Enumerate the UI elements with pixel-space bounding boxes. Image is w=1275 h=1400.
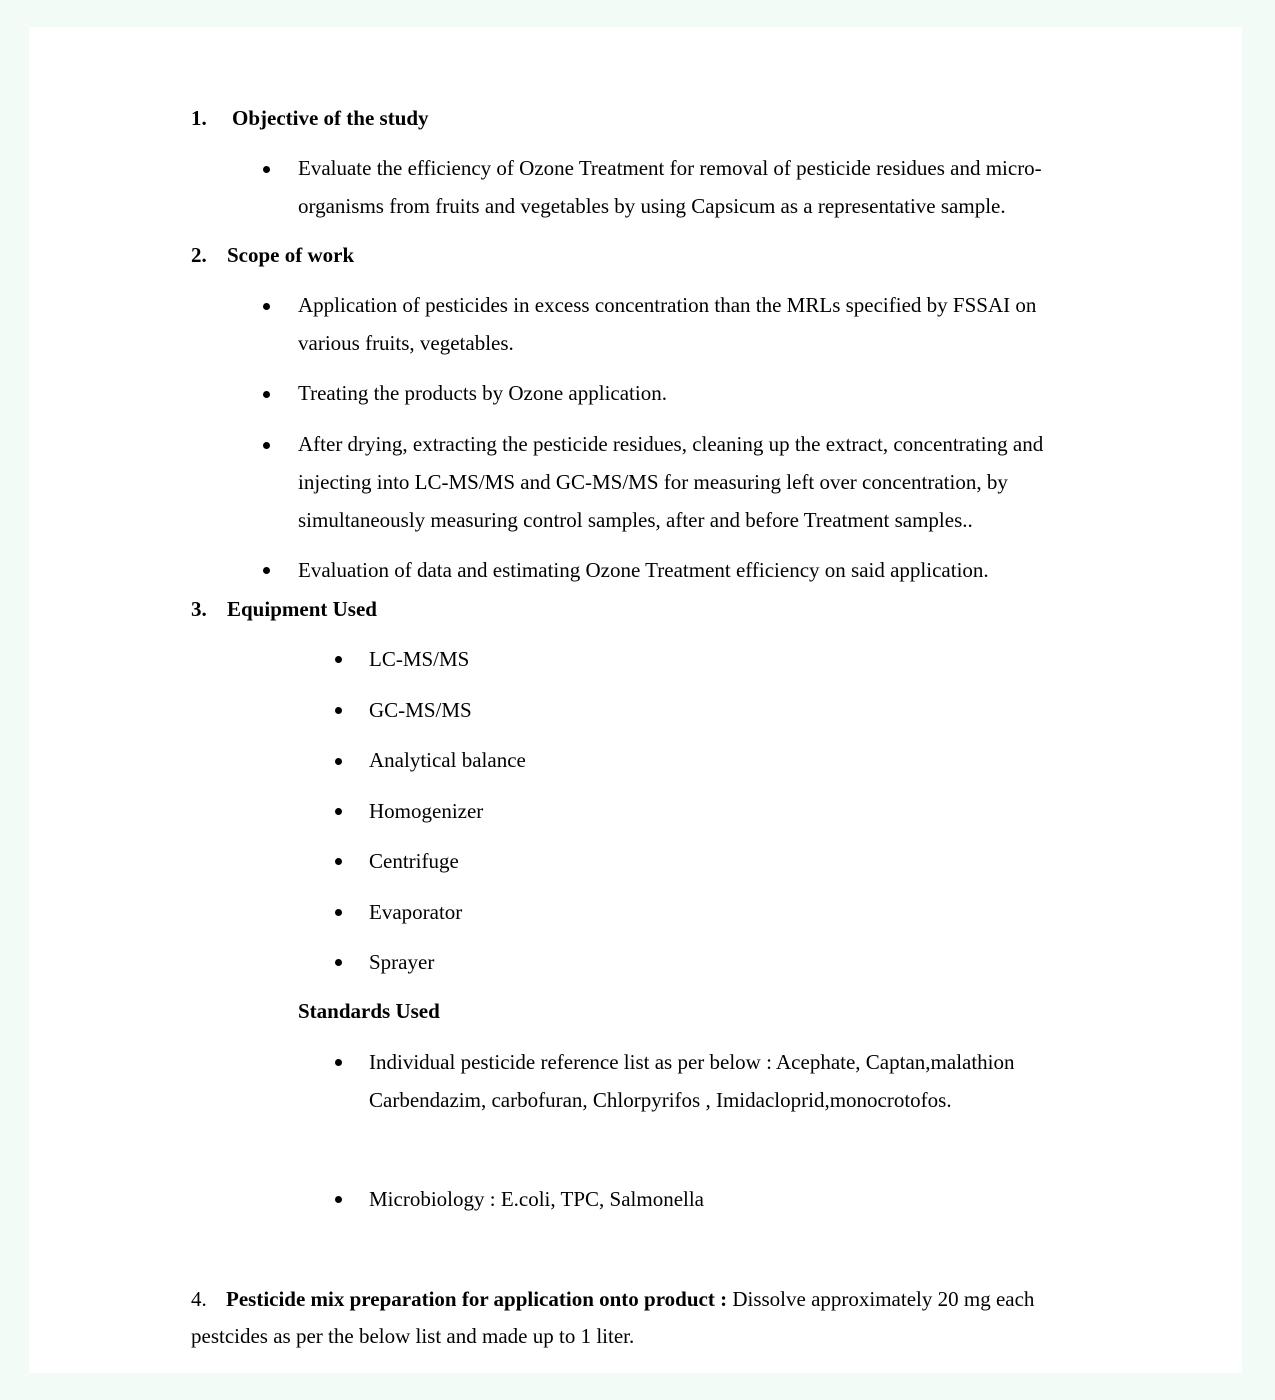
section-3-heading: Equipment Used: [227, 597, 377, 621]
section-4-heading: Pesticide mix preparation for application onto product :: [226, 1287, 728, 1311]
standards-heading: Standards Used: [298, 999, 440, 1023]
section-3-number: 3.: [191, 597, 207, 621]
bullet: [263, 391, 270, 398]
standards-item-1-line-2: Carbendazim, carbofuran, Chlorpyrifos , Imidacloprid,monocrotofos.: [369, 1088, 952, 1112]
section-2-heading: Scope of work: [227, 243, 355, 267]
section-1-heading: Objective of the study: [232, 106, 429, 130]
section-4-line-2: pestcides as per the below list and made up to 1 liter.: [191, 1324, 635, 1348]
section-4-line-1: [226, 1280, 1034, 1318]
bullet: [335, 909, 342, 916]
scope-item-1-line-2: various fruits, vegetables.: [298, 331, 514, 355]
equipment-item: Sprayer: [369, 950, 435, 974]
document-page: [29, 27, 1242, 1373]
bullet: [335, 758, 342, 765]
equipment-item: Centrifuge: [369, 849, 459, 873]
scope-item-4: Evaluation of data and estimating Ozone Treatment efficiency on said application.: [298, 558, 989, 582]
bullet: [335, 1059, 342, 1066]
bullet: [335, 808, 342, 815]
objective-line-2: organisms from fruits and vegetables by using Capsicum as a representative sample.: [298, 194, 1006, 218]
bullet: [335, 656, 342, 663]
equipment-item: Homogenizer: [369, 799, 484, 823]
scope-item-3-line-1: After drying, extracting the pesticide residues, cleaning up the extract, concentrating and: [298, 432, 1044, 456]
section-1-number: 1.: [191, 106, 207, 130]
standards-item-1-line-1: Individual pesticide reference list as per below : Acephate, Captan,malathion: [369, 1050, 1015, 1074]
bullet: [335, 1196, 342, 1203]
section-2-number: 2.: [191, 243, 207, 267]
scope-item-3-line-3: simultaneously measuring control samples, after and before Treatment samples..: [298, 508, 973, 532]
bullet: [263, 166, 270, 173]
bullet: [335, 858, 342, 865]
scope-item-3-line-2: injecting into LC-MS/MS and GC-MS/MS for measuring left over concentration, by: [298, 470, 1008, 494]
section-4-number: 4.: [191, 1287, 207, 1311]
scope-item-1-line-1: Application of pesticides in excess concentration than the MRLs specified by FSSAI on: [298, 293, 1037, 317]
scope-item-2: Treating the products by Ozone application.: [298, 381, 667, 405]
standards-item-2: Microbiology : E.coli, TPC, Salmonella: [369, 1187, 705, 1211]
section-4-text: Dissolve approximately 20 mg each: [727, 1287, 1035, 1311]
bullet: [263, 303, 270, 310]
equipment-item: LC-MS/MS: [369, 647, 470, 671]
bullet: [263, 567, 270, 574]
equipment-item: Analytical balance: [369, 748, 526, 772]
bullet: [263, 442, 270, 449]
equipment-item: Evaporator: [369, 900, 463, 924]
bullet: [335, 707, 342, 714]
objective-line-1: Evaluate the efficiency of Ozone Treatment for removal of pesticide residues and micro-: [298, 156, 1042, 180]
bullet: [335, 959, 342, 966]
equipment-item: GC-MS/MS: [369, 698, 472, 722]
